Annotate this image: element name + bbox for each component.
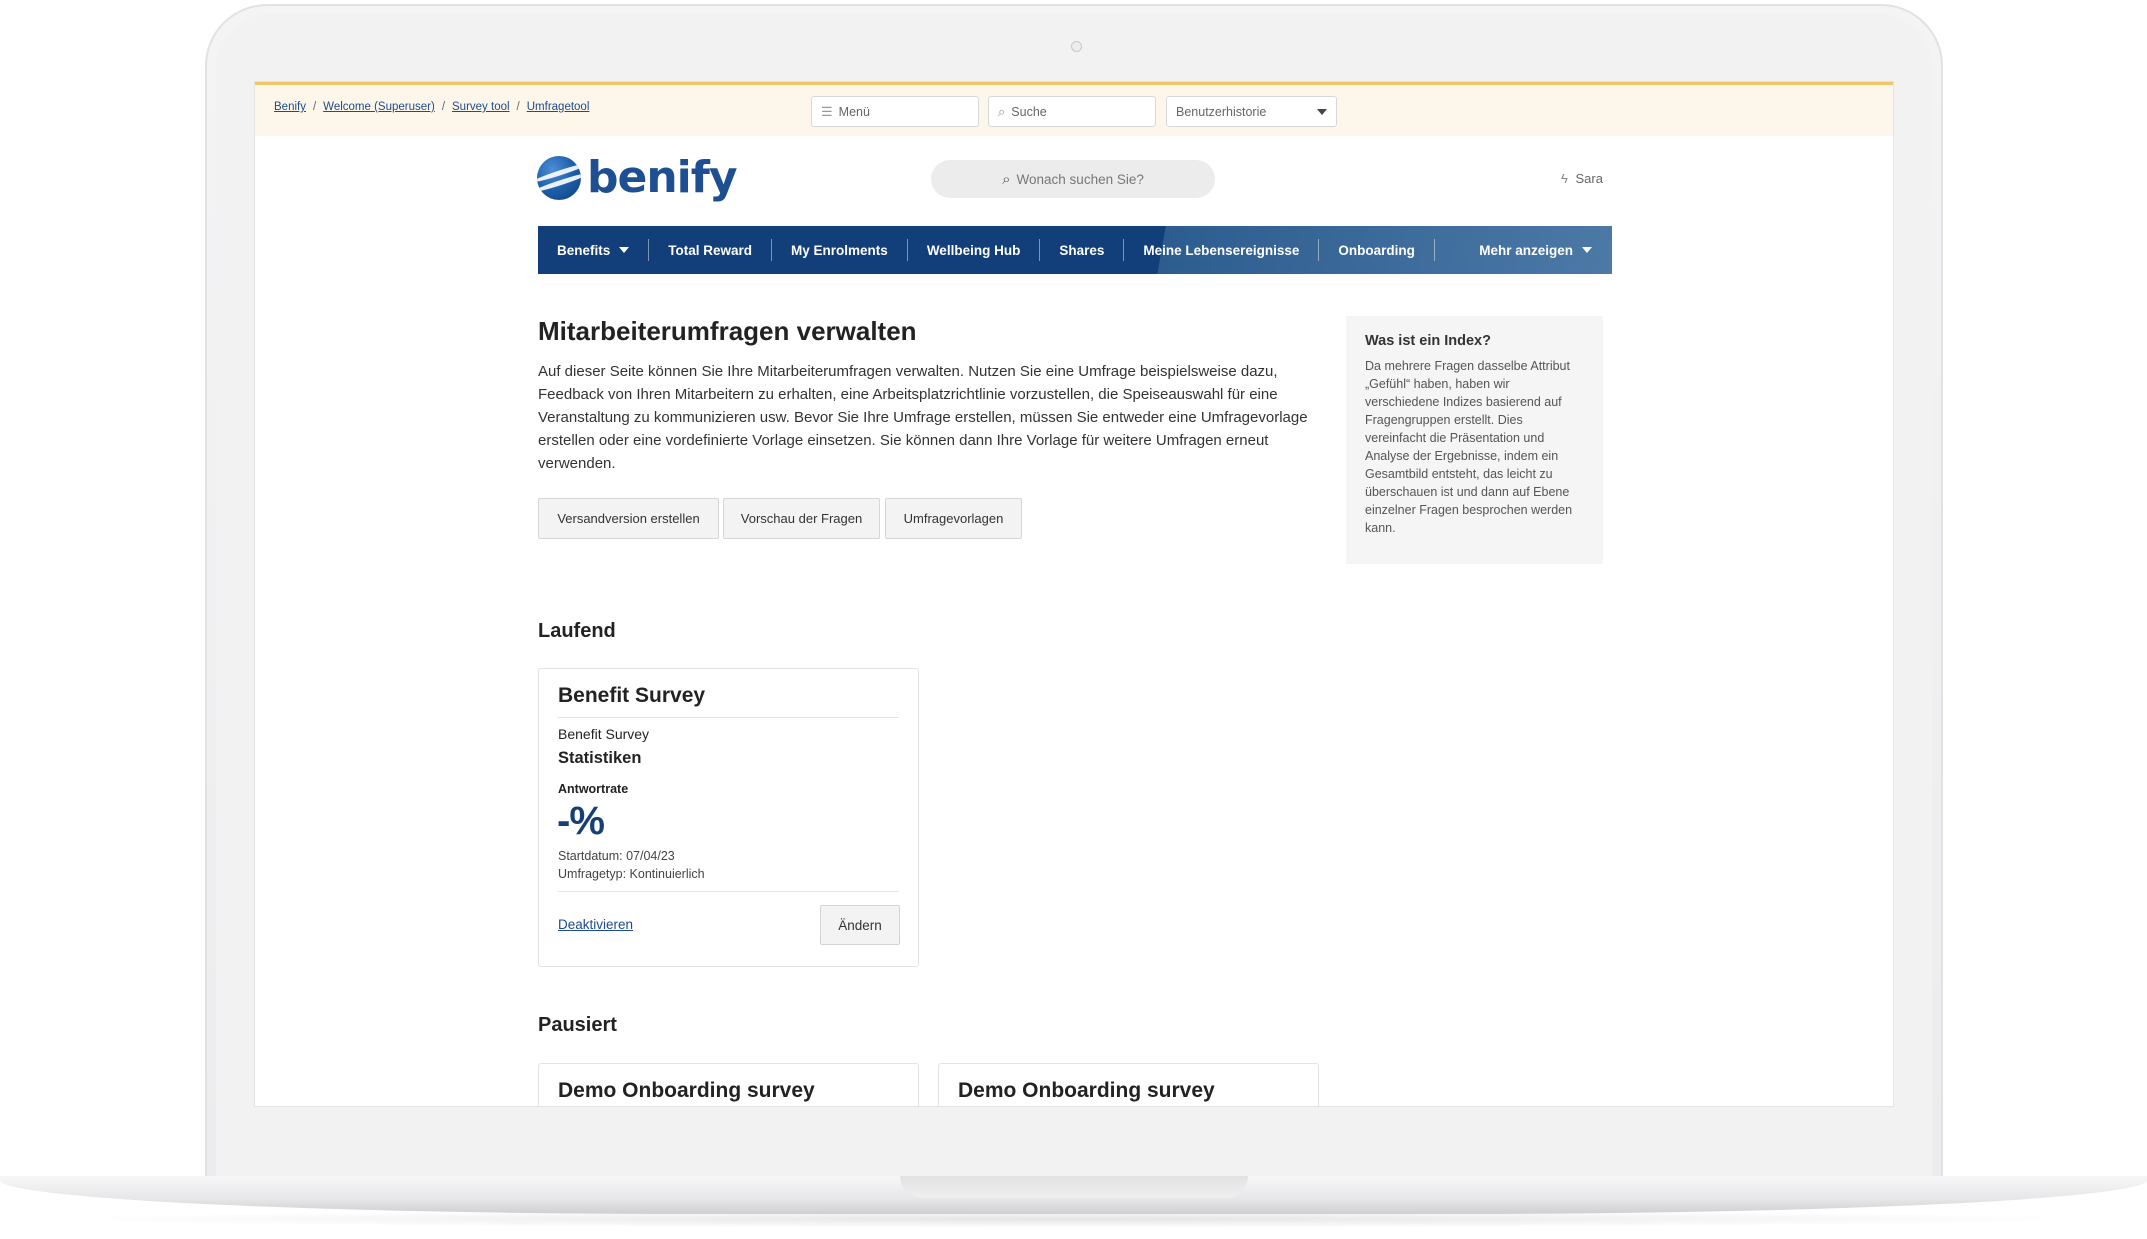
survey-card-title: Demo Onboarding survey bbox=[558, 1079, 815, 1102]
hamburger-icon: ☰ bbox=[821, 103, 833, 119]
screen bbox=[254, 81, 1894, 1107]
nav-item-total-reward[interactable]: Total Reward bbox=[649, 239, 772, 261]
preview-questions-button[interactable]: Vorschau der Fragen bbox=[723, 498, 880, 539]
admin-search-placeholder: Suche bbox=[1011, 104, 1047, 119]
nav-item-wellbeing-hub[interactable]: Wellbeing Hub bbox=[908, 239, 1041, 261]
survey-card-title: Demo Onboarding survey bbox=[958, 1079, 1215, 1102]
chevron-down-icon bbox=[1317, 109, 1327, 115]
deactivate-link[interactable]: Deaktivieren bbox=[558, 917, 634, 932]
main-nav bbox=[538, 226, 1612, 274]
camera-icon bbox=[1071, 41, 1082, 52]
breadcrumb-separator: / bbox=[516, 101, 520, 113]
survey-card-subtitle: Benefit Survey bbox=[558, 726, 650, 742]
lightning-icon: ϟ bbox=[1561, 171, 1568, 186]
nav-item-shares[interactable]: Shares bbox=[1040, 239, 1124, 261]
nav-more-label: Mehr anzeigen bbox=[1479, 242, 1573, 258]
chevron-down-icon bbox=[619, 247, 629, 253]
admin-menu-field[interactable] bbox=[811, 96, 979, 127]
breadcrumb-separator: / bbox=[441, 101, 446, 113]
info-box-body: Da mehrere Fragen dasselbe Attribut „Gefühl“ haben, haben wir verschiedene Indizes basierend auf Fragengruppen erstellt. Dies vereinfacht die Präsentation und Analyse der Ergebnisse, indem ein Gesamtbild entsteht, das leicht zu überschauen ist und dann auf Ebene einzelner Fragen besprochen werden kann. bbox=[1365, 359, 1573, 535]
start-date: Startdatum: 07/04/23 bbox=[558, 849, 675, 863]
user-history-label: Benutzerhistorie bbox=[1176, 104, 1267, 119]
survey-card bbox=[538, 668, 919, 967]
breadcrumb-survey-tool[interactable]: Survey tool bbox=[452, 101, 510, 113]
survey-templates-button[interactable]: Umfragevorlagen bbox=[885, 498, 1022, 539]
section-running-heading: Laufend bbox=[538, 620, 616, 642]
user-menu[interactable] bbox=[1561, 171, 1603, 186]
admin-search-input[interactable] bbox=[988, 96, 1156, 127]
logo-text: benify bbox=[587, 152, 737, 203]
survey-card bbox=[938, 1063, 1319, 1107]
user-name: Sara bbox=[1575, 171, 1603, 186]
breadcrumb-welcome[interactable]: Welcome (Superuser) bbox=[323, 101, 435, 113]
section-paused-heading: Pausiert bbox=[538, 1014, 617, 1036]
response-rate-label: Antwortrate bbox=[558, 782, 629, 796]
search-icon: ⌕ bbox=[1002, 170, 1011, 188]
info-box bbox=[1346, 316, 1603, 564]
benify-logo[interactable] bbox=[537, 152, 737, 203]
nav-item-onboarding[interactable]: Onboarding bbox=[1319, 239, 1435, 261]
admin-menu-label: Menü bbox=[838, 104, 870, 119]
nav-label: Benefits bbox=[557, 242, 611, 258]
page-title: Mitarbeiterumfragen verwalten bbox=[538, 316, 917, 346]
survey-type: Umfragetyp: Kontinuierlich bbox=[558, 867, 705, 881]
create-dispatch-version-button[interactable]: Versandversion erstellen bbox=[538, 498, 719, 539]
breadcrumb-umfragetool[interactable]: Umfragetool bbox=[526, 101, 590, 113]
globe-logo-icon bbox=[537, 156, 581, 200]
page-intro: Auf dieser Seite können Sie Ihre Mitarbeiterumfragen verwalten. Nutzen Sie eine Umfrage beispielsweise dazu, Feedback von Ihren Mitarbeitern zu erhalten, eine Arbeitsplatzrichtlinie vorzustellen, die Speiseauswahl für eine Veranstaltung zu kommunizieren usw. Bevor Sie Ihre Umfrage erstellen, müssen Sie entweder eine Umfragevorlage erstellen oder eine vordefinierte Vorlage einsetzen. Sie können dann Ihre Vorlage für weitere Umfragen erneut verwenden. bbox=[538, 363, 1308, 472]
info-box-title: Was ist ein Index? bbox=[1365, 333, 1491, 349]
response-rate-value: -% bbox=[557, 799, 604, 843]
survey-card-title: Benefit Survey bbox=[558, 684, 706, 707]
search-icon: ⌕ bbox=[998, 103, 1006, 119]
admin-bar bbox=[255, 82, 1893, 136]
nav-item-benefits[interactable] bbox=[538, 239, 649, 261]
nav-item-my-enrolments[interactable]: My Enrolments bbox=[772, 239, 908, 261]
edit-button[interactable]: Ändern bbox=[820, 905, 900, 945]
survey-card bbox=[538, 1063, 919, 1107]
nav-more-button[interactable] bbox=[1479, 243, 1612, 258]
breadcrumb-benify[interactable]: Benify bbox=[274, 101, 306, 113]
breadcrumb-separator: / bbox=[312, 101, 317, 113]
nav-item-life-events[interactable]: Meine Lebensereignisse bbox=[1124, 239, 1319, 261]
laptop-notch bbox=[900, 1176, 1248, 1198]
stats-heading: Statistiken bbox=[558, 749, 642, 767]
card-divider bbox=[558, 717, 899, 718]
card-divider bbox=[558, 891, 899, 892]
breadcrumb bbox=[274, 101, 589, 113]
site-search-input[interactable] bbox=[931, 160, 1215, 198]
site-search-placeholder: Wonach suchen Sie? bbox=[1016, 171, 1144, 187]
chevron-down-icon bbox=[1582, 247, 1592, 253]
user-history-select[interactable] bbox=[1166, 96, 1337, 127]
